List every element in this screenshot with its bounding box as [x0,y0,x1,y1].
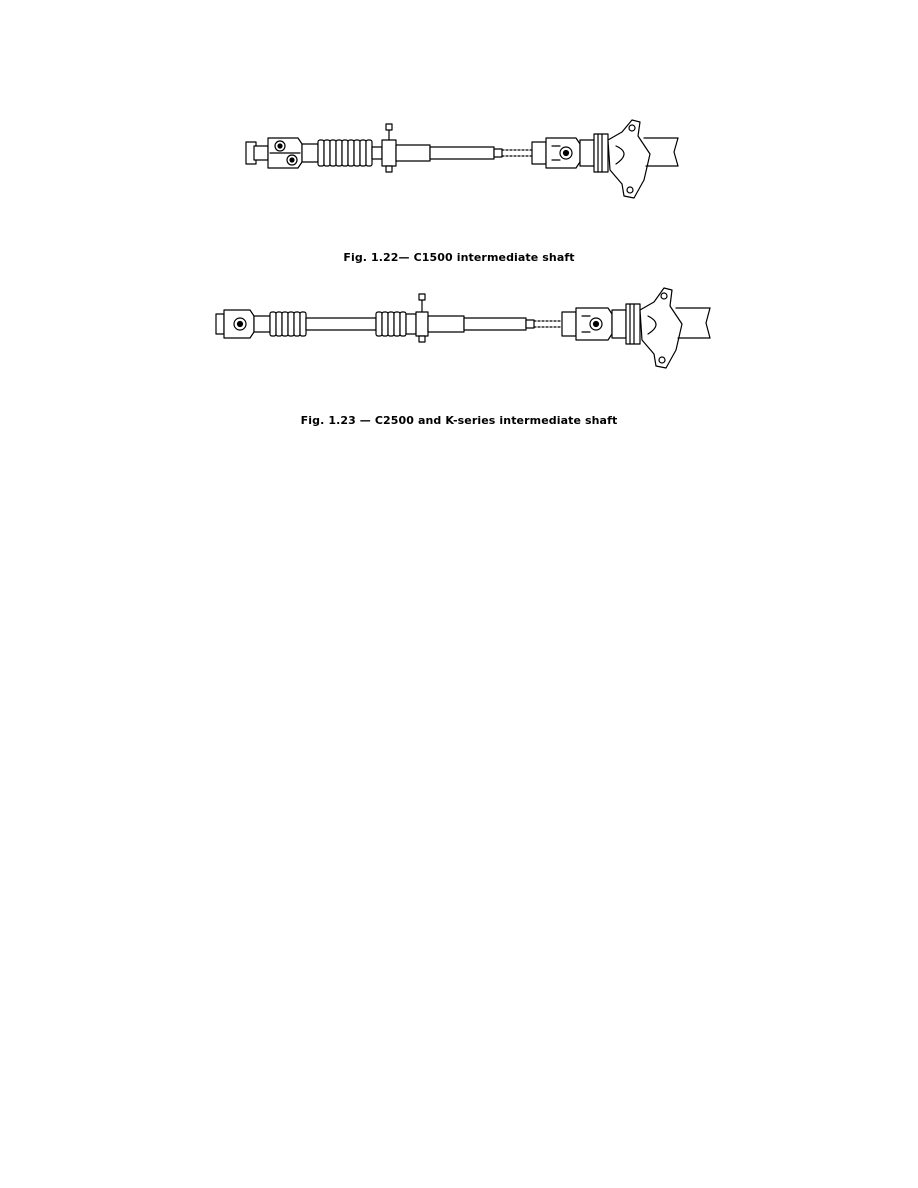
figure-1-23 [0,280,918,430]
figure-caption: Fig. 1.22— C1500 intermediate shaft [343,251,575,264]
figure-caption: Fig. 1.23 — C2500 and K-series intermediate shaft [300,414,618,427]
c1500-intermediate-shaft-illustration [240,118,680,213]
figure-1-22 [0,110,918,270]
c2500-k-series-intermediate-shaft-illustration [212,284,712,379]
